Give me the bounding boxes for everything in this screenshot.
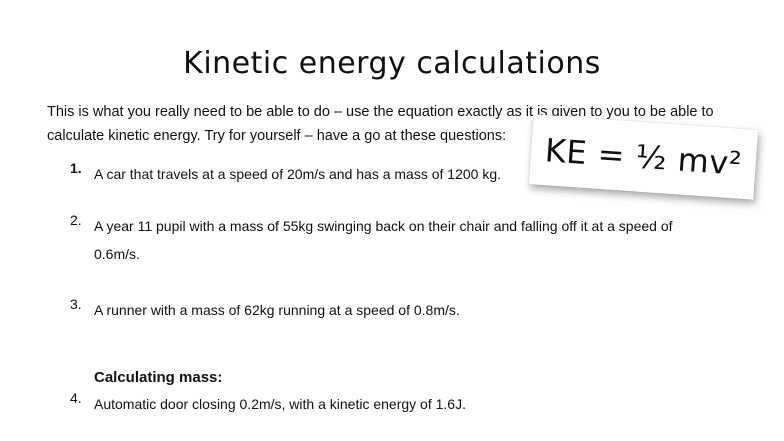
question-text: A car that travels at a speed of 20m/s and has a mass of 1200 kg. — [94, 166, 502, 182]
question-text: A year 11 pupil with a mass of 55kg swinging back on their chair and falling off it at a speed of 0.6m/s. — [94, 218, 673, 262]
question-text: A runner with a mass of 62kg running at a speed of 0.8m/s. — [94, 302, 460, 318]
slide-title: Kinetic energy calculations — [183, 46, 601, 81]
question-number: 4. — [70, 390, 82, 406]
question-number: 1. — [70, 160, 82, 176]
intro-paragraph: This is what you really need to be able to do – use the equation exactly as it is given to you to be able to calculate kinetic energy. Try for yourself – have a go at these questions: — [47, 104, 714, 144]
question-text: Automatic door closing 0.2m/s, with a kinetic energy of 1.6J. — [94, 396, 466, 412]
question-number: 3. — [70, 296, 82, 312]
kinetic-energy-formula: KE = ½ mv² — [543, 131, 744, 183]
question-number: 2. — [70, 212, 82, 228]
section-heading: Calculating mass: — [94, 369, 223, 386]
